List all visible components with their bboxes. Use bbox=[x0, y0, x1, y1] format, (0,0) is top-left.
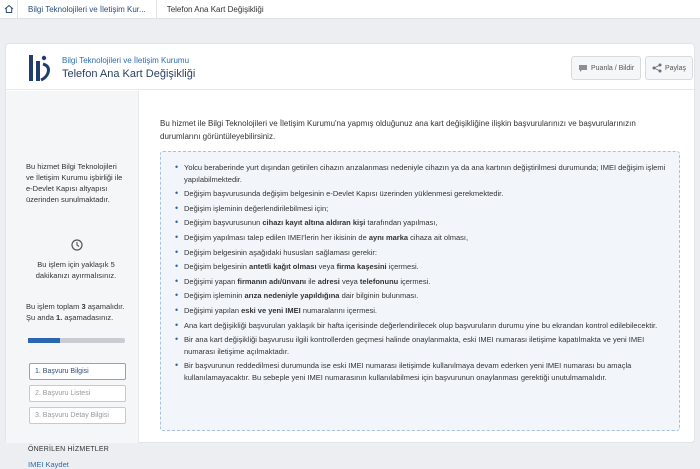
org-name: Bilgi Teknolojileri ve İletişim Kurumu bbox=[62, 56, 190, 65]
page-title: Telefon Ana Kart Değişikliği bbox=[62, 68, 196, 80]
info-bullet: • Değişim belgesinin antetli kağıt olması veya firma kaşesini içermesi. bbox=[175, 261, 667, 273]
step-progress-bar bbox=[28, 338, 125, 343]
info-bullet: • Ana kart değişikliği başvuruları yaklaşık bir hafta içerisinde değerlendirilecek olup başvuruların durumu yine bu ekrandan kontrol edilebilecektir. bbox=[175, 320, 667, 332]
info-bullet: • Değişim belgesinin aşağıdaki hususları sağlaması gerekir: bbox=[175, 247, 667, 259]
rate-report-button[interactable] bbox=[571, 56, 641, 80]
sidebar bbox=[6, 91, 139, 469]
edevlet-info-text: Bu hizmet Bilgi Teknolojileri ve İletişim Kurumu işbirliği ile e-Devlet Kapısı altyapısı üzerinden sunulmaktadır. bbox=[26, 162, 123, 204]
breadcrumb-item-org[interactable]: Bilgi Teknolojileri ve İletişim Kur... bbox=[18, 0, 157, 19]
info-bullet: • Değişim başvurusunun cihazı kayıt altına aldıran kişi tarafından yapılması, bbox=[175, 217, 667, 229]
time-estimate-text: Bu işlem için yaklaşık 5 dakikanızı ayırmalısınız. bbox=[35, 260, 117, 280]
info-bullet-list bbox=[161, 152, 679, 384]
speech-bubble-icon bbox=[578, 64, 588, 73]
info-bullet: • Yolcu beraberinde yurt dışından getirilen cihazın arızalanması nedeniyle cihazın ya da ana kartının değiştirilmesi durumunda; IMEI değişim işlemi yapılabilmektedir. bbox=[175, 162, 667, 185]
home-icon[interactable] bbox=[0, 0, 18, 19]
info-box bbox=[160, 151, 680, 431]
info-bullet: • Bir ana kart değişikliği başvurusu ilgili kontrollerden geçmesi halinde onaylanmakta, eski IMEI numarası iletişime kapatılmakta ve yeni IMEI numarası iletişime açılmaktadır. bbox=[175, 334, 667, 357]
breadcrumb-item-current: Telefon Ana Kart Değişikliği bbox=[166, 4, 264, 14]
step-status-text: Bu işlem toplam 3 aşamalıdır. Şu anda 1. aşamadasınız. bbox=[26, 302, 125, 322]
service-header bbox=[6, 44, 694, 90]
step-3-basvuru-detay[interactable]: 3. Başvuru Detay Bilgisi bbox=[29, 407, 126, 424]
recommended-services-heading: ÖNERİLEN HİZMETLER bbox=[28, 446, 109, 453]
share-icon bbox=[652, 63, 662, 73]
info-bullet: • Değişim başvurusunda değişim belgesinin e-Devlet Kapısı üzerinden yüklenmesi gerekmektedir. bbox=[175, 188, 667, 200]
info-bullet: • Değişim yapılması talep edilen IMEI'lerin her ikisinin de aynı marka cihaza ait olması, bbox=[175, 232, 667, 244]
step-progress-fill bbox=[28, 338, 60, 343]
share-label: Paylaş bbox=[665, 64, 687, 72]
intro-text: Bu hizmet ile Bilgi Teknolojileri ve İletişim Kurumu'na yapmış olduğunuz ana kart değişikliğine ilişkin başvurularınızı ve başvurularınızın durumlarını görüntüleyebilirsiniz. bbox=[160, 119, 636, 141]
share-button[interactable] bbox=[645, 56, 693, 80]
btk-logo-icon bbox=[26, 52, 52, 84]
step-2-basvuru-listesi[interactable]: 2. Başvuru Listesi bbox=[29, 385, 126, 402]
info-bullet: • Değişim işleminin değerlendirilebilmesi için; bbox=[175, 203, 667, 215]
recommended-service-link-imei-kaydet[interactable]: IMEI Kaydet bbox=[28, 460, 69, 469]
info-bullet: • Değişimi yapan firmanın adı/ünvanı ile adresi veya telefonunu içermesi. bbox=[175, 276, 667, 288]
breadcrumb bbox=[0, 0, 700, 19]
step-1-basvuru-bilgisi[interactable]: 1. Başvuru Bilgisi bbox=[29, 363, 126, 380]
info-bullet: • Bir başvurunun reddedilmesi durumunda ise eski IMEI numarası iletişimde kullanılmaya devam ederken yeni IMEI numarası bu amaçla kullanılamayacaktır. Bu sebeple yeni IMEI numarasının kullanılabilmesi için başvurunun onaylanması gerektiği unutulmamalıdır. bbox=[175, 360, 667, 383]
clock-icon bbox=[71, 239, 83, 251]
info-bullet: • Değişim işleminin arıza nedeniyle yapıldığına dair bilginin bulunması. bbox=[175, 290, 667, 302]
info-bullet: • Değişimi yapılan eski ve yeni IMEI numaralarını içermesi. bbox=[175, 305, 667, 317]
rate-report-label: Puanla / Bildir bbox=[591, 64, 635, 72]
